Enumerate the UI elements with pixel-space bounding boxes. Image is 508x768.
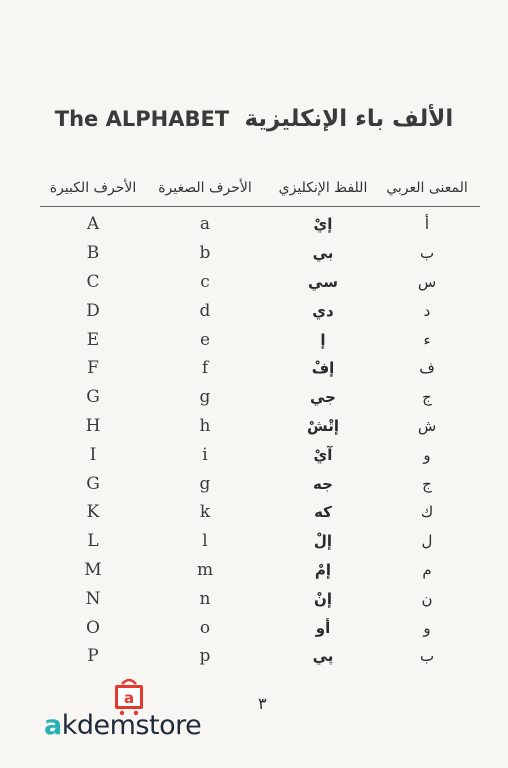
table-row (40, 296, 472, 325)
table-row (40, 613, 472, 642)
arabic-meaning: ك (420, 503, 434, 522)
english-pronunciation: آيْ (313, 445, 333, 464)
small-letter: n (199, 588, 211, 609)
table-row (40, 527, 472, 556)
logo-a: a (44, 710, 62, 741)
small-letter: c (200, 271, 210, 292)
english-pronunciation: سي (308, 272, 338, 291)
arabic-meaning: و (423, 618, 431, 637)
capital-letter: G (86, 387, 100, 408)
arabic-meaning: م (422, 560, 432, 579)
header-english-pron: اللفظ الإنكليزي (278, 180, 368, 196)
capital-letter: B (86, 243, 100, 264)
small-letter: d (199, 300, 211, 321)
english-pronunciation: جه (313, 474, 333, 493)
small-letter: g (199, 473, 211, 494)
english-pronunciation: بي (312, 244, 334, 263)
table-row (40, 239, 472, 268)
table-row (40, 383, 472, 412)
table-row (40, 354, 472, 383)
english-pronunciation: پي (312, 647, 334, 666)
english-pronunciation: إلْ (313, 532, 333, 551)
capital-letter: P (87, 646, 99, 667)
capital-letter: L (87, 531, 99, 552)
small-letter: i (202, 444, 208, 465)
capital-letter: A (86, 214, 100, 235)
arabic-meaning: ء (423, 330, 431, 349)
page-title (0, 106, 508, 132)
header-arabic-meaning: المعنى العربي (386, 180, 468, 196)
table-row (40, 268, 472, 297)
akdemstore-logo (38, 676, 228, 746)
capital-letter: N (85, 588, 101, 609)
table-row (40, 412, 472, 441)
arabic-meaning: س (417, 272, 437, 291)
english-pronunciation: كه (314, 503, 332, 522)
capital-letter: D (86, 300, 100, 321)
table-row (40, 642, 472, 671)
header-small: الأحرف الصغيرة (158, 180, 252, 196)
arabic-meaning: ف (419, 359, 435, 378)
english-pronunciation: إتْشْ (307, 416, 339, 435)
arabic-meaning: ج (422, 474, 432, 493)
arabic-meaning: و (423, 445, 431, 464)
table-header (40, 180, 472, 204)
table-row (40, 440, 472, 469)
arabic-meaning: ش (417, 416, 437, 435)
english-pronunciation: إمْ (314, 560, 332, 579)
small-letter: f (201, 358, 209, 379)
small-letter: e (199, 329, 211, 350)
header-capital: الأحرف الكبيرة (49, 180, 137, 196)
small-letter: m (196, 559, 214, 580)
arabic-meaning: ج (422, 388, 432, 407)
small-letter: a (199, 214, 211, 235)
title-arabic: الألف باء الإنكليزية (244, 106, 454, 132)
english-pronunciation: إ (320, 330, 326, 349)
small-letter: b (199, 243, 211, 264)
capital-letter: G (86, 473, 100, 494)
capital-letter: I (89, 444, 97, 465)
table-row (40, 325, 472, 354)
capital-letter: E (86, 329, 100, 350)
arabic-meaning: ل (421, 532, 433, 551)
table-row (40, 584, 472, 613)
capital-letter: F (87, 358, 99, 379)
capital-letter: K (86, 502, 100, 523)
small-letter: g (199, 387, 211, 408)
table-row (40, 210, 472, 239)
english-pronunciation: إفْ (311, 359, 335, 378)
english-pronunciation: إيْ (313, 215, 333, 234)
logo-wordmark (44, 710, 201, 741)
small-letter: p (199, 646, 211, 667)
small-letter: o (199, 617, 211, 638)
svg-text:a: a (123, 689, 135, 707)
arabic-meaning: ب (419, 244, 435, 263)
table-row (40, 556, 472, 585)
page-number: ٣ (258, 694, 267, 713)
arabic-meaning: ن (421, 589, 433, 608)
arabic-meaning: ب (419, 647, 435, 666)
logo-rest: kdemstore (61, 710, 202, 741)
small-letter: h (199, 415, 211, 436)
english-pronunciation: أو (315, 618, 331, 637)
alphabet-table (40, 210, 472, 671)
english-pronunciation: جي (310, 388, 336, 407)
capital-letter: M (84, 559, 102, 580)
english-pronunciation: دي (312, 301, 334, 320)
header-divider (40, 206, 480, 207)
small-letter: l (202, 531, 208, 552)
capital-letter: H (85, 415, 101, 436)
capital-letter: O (86, 617, 100, 638)
arabic-meaning: أ (424, 215, 430, 234)
table-row (40, 498, 472, 527)
title-english: The ALPHABET (54, 107, 230, 131)
english-pronunciation: إنْ (314, 589, 332, 608)
table-row (40, 469, 472, 498)
capital-letter: C (86, 271, 100, 292)
small-letter: k (199, 502, 211, 523)
arabic-meaning: د (423, 301, 431, 320)
